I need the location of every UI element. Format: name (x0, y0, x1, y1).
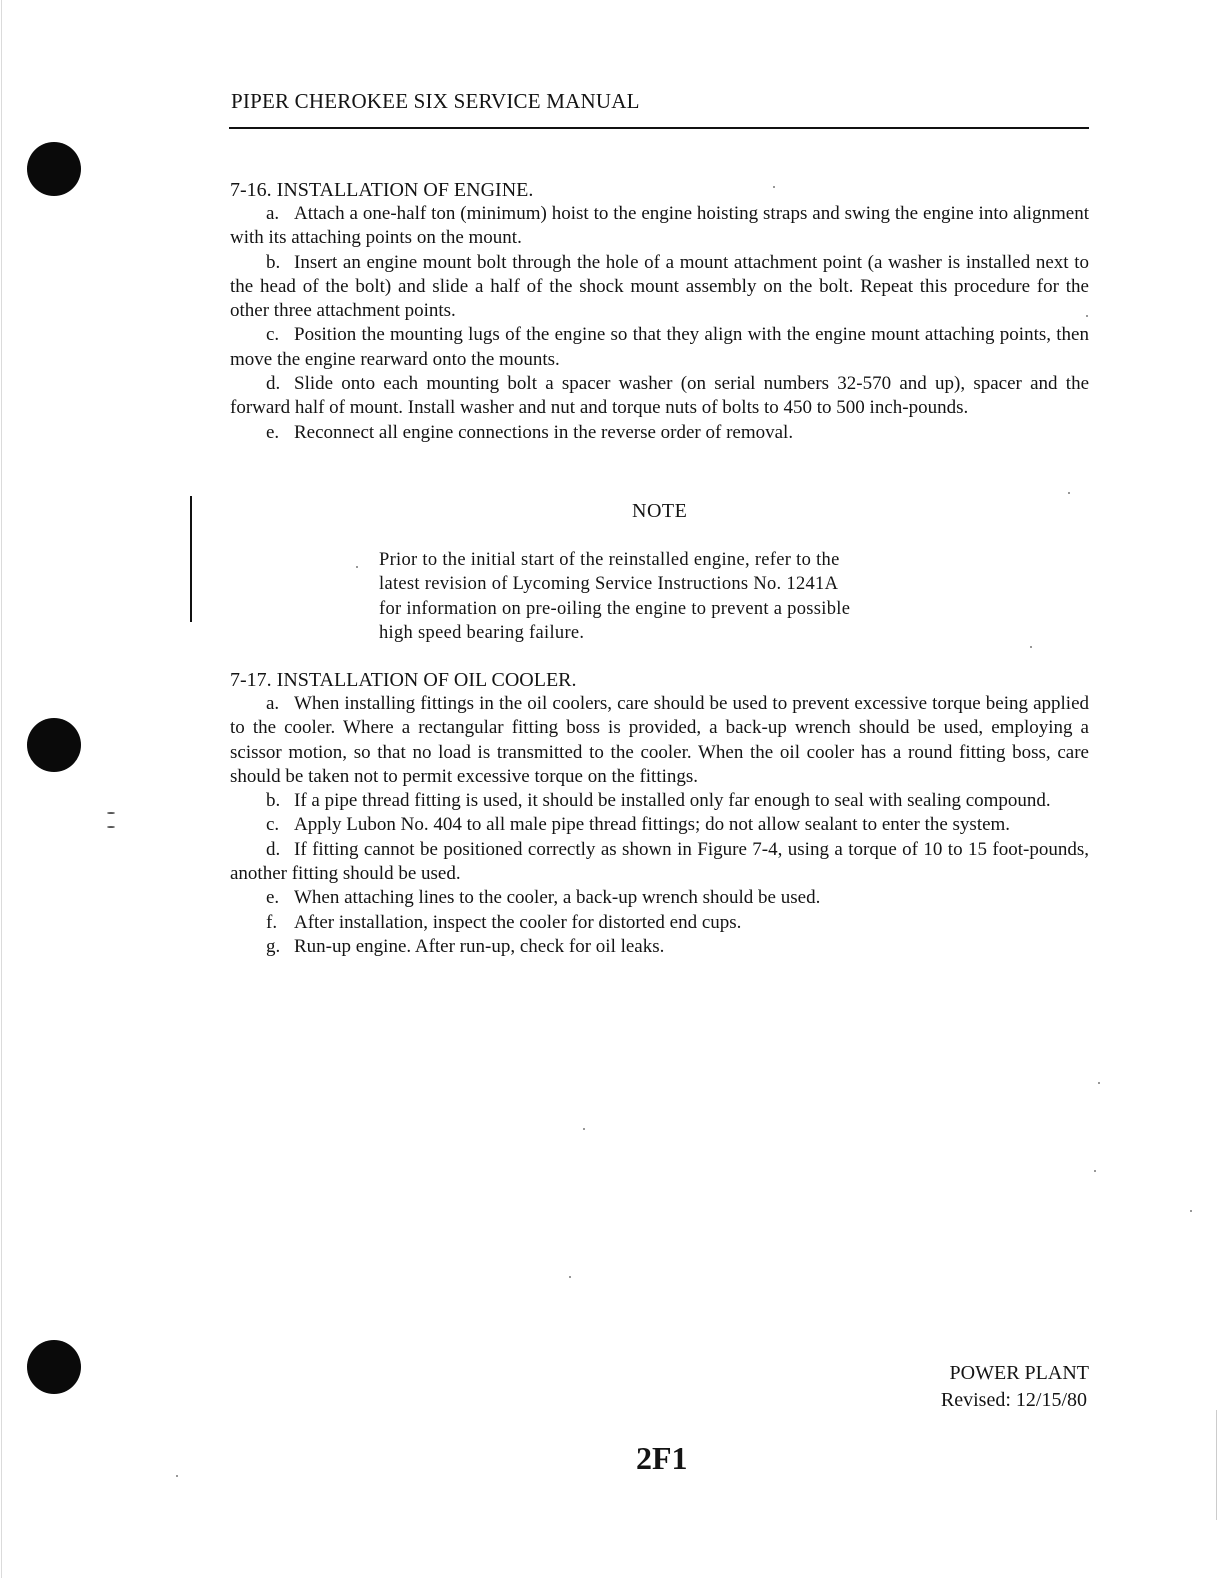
scan-speck (1190, 1210, 1192, 1212)
section-installation-of-oil-cooler (230, 668, 1089, 959)
step-text: When installing fittings in the oil coolers, care should be used to prevent excessive torque being applied to the cooler. Where a rectangular fitting boss is provided, a back-up wrench should be used, employing a scissor motion, so that no load is transmitted to the cooler. When the oil cooler has a round fitting boss, care should be taken not to permit excessive torque on the fittings. (230, 693, 1089, 787)
step-text: Run-up engine. After run-up, check for oil leaks. (294, 935, 665, 957)
scan-speck (176, 1475, 178, 1477)
step-letter: c. (266, 814, 280, 836)
binder-hole-middle (27, 718, 81, 772)
procedure-step (230, 421, 1089, 445)
procedure-step (230, 813, 1089, 837)
step-letter: e. (266, 421, 280, 443)
note-line: high speed bearing failure. (379, 622, 585, 643)
step-text: Attach a one-half ton (minimum) hoist to the engine hoisting straps and swing the engine into alignment with its attaching points on the mount. (230, 203, 1089, 249)
procedure-step (230, 692, 1089, 789)
note-body (379, 548, 959, 645)
scan-speck (107, 826, 115, 828)
step-text: Reconnect all engine connections in the reverse order of removal. (294, 421, 794, 443)
manual-title: PIPER CHEROKEE SIX SERVICE MANUAL (231, 89, 640, 113)
step-text: Slide onto each mounting bolt a spacer washer (on serial numbers 32-570 and up), spacer and the forward half of mount. Install washer and nut and torque nuts of bolts to 450 to 500 inch-pounds. (230, 373, 1089, 419)
scan-speck (356, 566, 358, 568)
revision-change-bar (190, 496, 192, 622)
footer-chapter-title: POWER PLANT (949, 1362, 1089, 1384)
scan-edge-right (1216, 1410, 1217, 1520)
step-letter: a. (266, 203, 280, 224)
step-text: Insert an engine mount bolt through the hole of a mount attachment point (a washer is installed next to the head of the bolt) and slide a half of the shock mount assembly on the bolt. Repeat this procedure for the other three attachment points. (230, 251, 1089, 322)
procedure-step (230, 372, 1089, 421)
scan-speck (569, 1276, 571, 1278)
scan-speck (1098, 1082, 1100, 1084)
step-letter: b. (266, 251, 281, 273)
header-divider (229, 127, 1089, 129)
procedure-step (230, 789, 1089, 813)
section-installation-of-engine (230, 178, 1089, 445)
binder-hole-top (27, 142, 81, 196)
section-heading: 7-17. INSTALLATION OF OIL COOLER. (230, 669, 577, 691)
scan-edge-left (1, 0, 2, 1578)
scan-speck (1094, 1170, 1096, 1172)
footer-revision-date: Revised: 12/15/80 (940, 1389, 1087, 1411)
scan-speck (1068, 492, 1070, 494)
step-text: If fitting cannot be positioned correctly as shown in Figure 7-4, using a torque of 10 to 15 foot-pounds, another fitting should be used. (230, 838, 1089, 885)
step-letter: g. (266, 935, 281, 957)
note-line: latest revision of Lycoming Service Instructions No. 1241A (379, 574, 839, 595)
procedure-step (230, 935, 1089, 959)
procedure-step (230, 323, 1089, 372)
note-title: NOTE (632, 500, 688, 522)
scan-speck (1030, 646, 1032, 648)
step-text: When attaching lines to the cooler, a back-up wrench should be used. (294, 887, 821, 909)
procedure-step (230, 202, 1089, 251)
procedure-step (230, 838, 1089, 887)
step-letter: f. (266, 911, 278, 933)
scan-speck (107, 812, 115, 814)
binder-hole-bottom (27, 1340, 81, 1394)
page-number: 2F1 (636, 1440, 688, 1476)
step-letter: c. (266, 324, 280, 346)
procedure-step (230, 911, 1089, 935)
step-text: If a pipe thread fitting is used, it should be installed only far enough to seal with sealing compound. (294, 790, 1051, 812)
step-text: Position the mounting lugs of the engine so that they align with the engine mount attaching points, then move the engine rearward onto the mounts. (230, 324, 1089, 370)
step-letter: b. (266, 790, 281, 812)
procedure-step (230, 886, 1089, 910)
step-letter: a. (266, 693, 280, 714)
step-letter: d. (266, 373, 281, 395)
step-text: After installation, inspect the cooler for distorted end cups. (294, 911, 742, 933)
step-letter: d. (266, 838, 281, 860)
step-text: Apply Lubon No. 404 to all male pipe thread fittings; do not allow sealant to enter the system. (294, 814, 1011, 836)
procedure-step (230, 251, 1089, 324)
step-letter: e. (266, 887, 280, 909)
note-line: Prior to the initial start of the reinstalled engine, refer to the (379, 550, 840, 570)
note-line: for information on pre-oiling the engine to prevent a possible (379, 598, 851, 619)
scan-speck (583, 1128, 585, 1130)
section-heading: 7-16. INSTALLATION OF ENGINE. (230, 179, 534, 201)
